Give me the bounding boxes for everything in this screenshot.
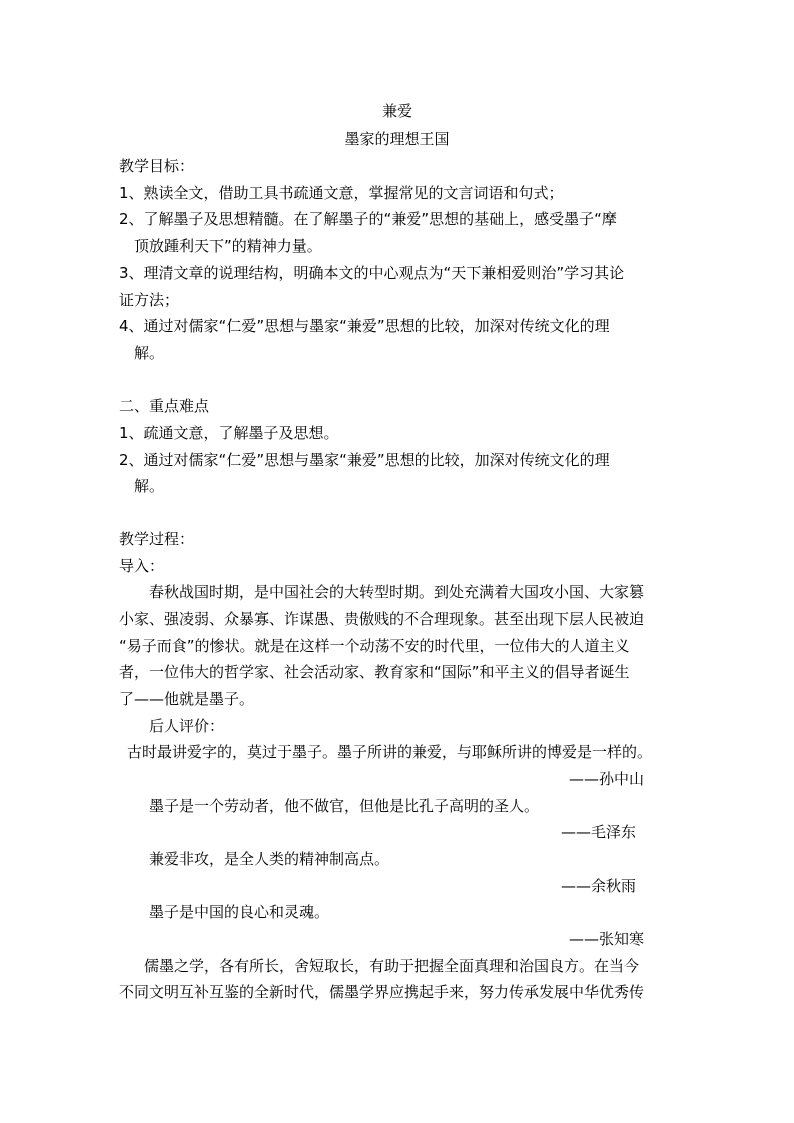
document-subtitle: 墨家的理想王国 — [344, 130, 450, 148]
closing-paragraph-line: 儒墨之学，各有所长，舍短取长，有助于把握全面真理和治国良方。在当今 — [144, 957, 640, 975]
document-title: 兼爱 — [381, 102, 412, 120]
key-point-line: 解。 — [134, 477, 165, 495]
objectives-heading: 教学目标： — [119, 157, 195, 175]
intro-label: 导入： — [119, 557, 165, 575]
objective-line: 3、理清文章的说理结构，明确本文的中心观点为“天下兼相爱则治”学习其论 — [119, 264, 625, 282]
quote-author: ——孙中山 — [569, 770, 645, 788]
quote-author: ——张知寒 — [569, 930, 645, 948]
objective-line: 顶放踵利天下”的精神力量。 — [134, 237, 322, 255]
quote-text: 墨子是一个劳动者，他不做官，但他是比孔子高明的圣人。 — [149, 797, 540, 815]
key-point-line: 1、疏通文意，了解墨子及思想。 — [119, 424, 339, 442]
key-points-heading: 二、重点难点 — [119, 397, 210, 415]
objective-line: 解。 — [134, 344, 165, 362]
objective-line: 1、熟读全文，借助工具书疏通文意，掌握常见的文言词语和句式； — [119, 184, 564, 202]
intro-paragraph-line: 春秋战国时期，是中国社会的大转型时期。到处充满着大国攻小国、大家篡 — [149, 583, 645, 601]
quote-text: 兼爱非攻，是全人类的精神制高点。 — [149, 850, 390, 868]
key-point-line: 2、通过对儒家“仁爱”思想与墨家“兼爱”思想的比较，加深对传统文化的理 — [119, 451, 610, 469]
closing-paragraph-line: 不同文明互补互鉴的全新时代，儒墨学界应携起手来，努力传承发展中华优秀传 — [119, 983, 645, 1001]
quote-text: 墨子是中国的良心和灵魂。 — [149, 903, 330, 921]
objective-line: 证方法； — [119, 291, 180, 309]
quote-author: ——余秋雨 — [561, 877, 637, 895]
quote-author: ——毛泽东 — [561, 823, 637, 841]
process-heading: 教学过程： — [119, 530, 195, 548]
objective-line: 4、通过对儒家“仁爱”思想与墨家“兼爱”思想的比较，加深对传统文化的理 — [119, 317, 610, 335]
evaluation-label: 后人评价： — [149, 717, 225, 735]
intro-paragraph-line: “易子而食”的惨状。就是在这样一个动荡不安的时代里，一位伟大的人道主义 — [119, 637, 630, 655]
quote-text: 古时最讲爱字的，莫过于墨子。墨子所讲的兼爱，与耶稣所讲的博爱是一样的。 — [127, 743, 653, 761]
objective-line: 2、了解墨子及思想精髓。在了解墨子的“兼爱”思想的基础上，感受墨子“摩 — [119, 210, 617, 228]
intro-paragraph-line: 小家、强凌弱、众暴寡、诈谋愚、贵傲贱的不合理现象。甚至出现下层人民被迫 — [119, 610, 645, 628]
intro-paragraph-line: 了——他就是墨子。 — [119, 690, 255, 708]
intro-paragraph-line: 者，一位伟大的哲学家、社会活动家、教育家和“国际”和平主义的倡导者诞生 — [119, 663, 630, 681]
